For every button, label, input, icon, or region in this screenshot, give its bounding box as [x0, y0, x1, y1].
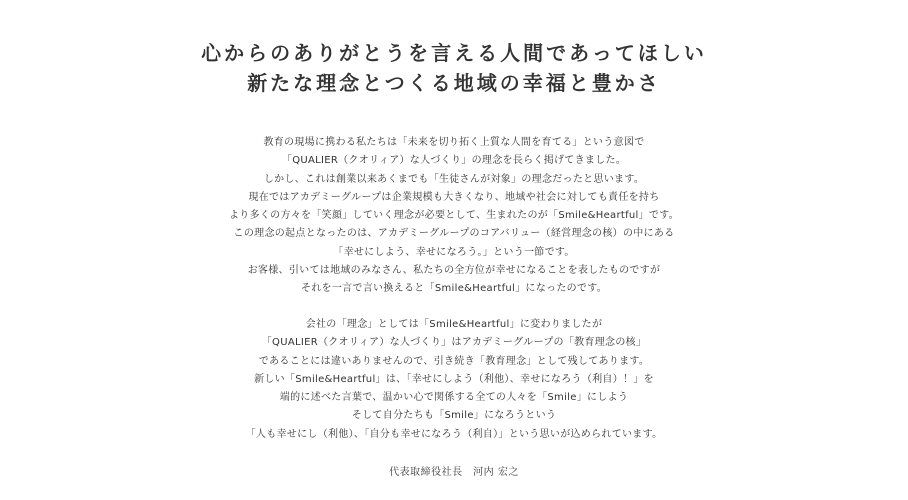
- paragraph-2-line: 「人も幸せにし（利他）、「自分も幸せになろう（利自）」という思いが込められています。: [245, 428, 663, 440]
- headline: [0, 38, 908, 98]
- paragraph-1-line: 現在ではアカデミーグループは企業規模も大きくなり、地域や社会に対しても責任を持ち: [248, 191, 660, 203]
- paragraph-1-line: 教育の現場に携わる私たちは「未来を切り拓く上質な人間を育てる」という意図で: [263, 137, 645, 148]
- paragraph-2-line: 会社の「理念」としては「Smile&Heartful」に変わりましたが: [305, 319, 603, 330]
- paragraph-1-line: 「QUALIER（クオリィア）な人づくり」の理念を長らく掲げてきました。: [281, 155, 627, 167]
- paragraph-1-line: この理念の起点となったのは、アカデミーグループのコアバリュー（経営理念の核）の中にある: [233, 228, 675, 240]
- headline-line-2: 新たな理念とつくる地域の幸福と豊かさ: [247, 71, 661, 95]
- paragraph-1-line: 「幸せにしよう、幸せになろう。」という一節です。: [333, 246, 575, 258]
- paragraph-2-line: であることには違いありませんので、引き続き「教育理念」として残してあります。: [258, 355, 650, 367]
- paragraph-1: [0, 134, 908, 299]
- paragraph-2-line: 「QUALIER（クオリィア）な人づくり」はアカデミーグループの「教育理念の核」: [261, 337, 647, 349]
- paragraph-2-line: 端的に述べた言葉で、温かい心で関係する全ての人々を「Smile」にしよう: [279, 392, 629, 404]
- paragraph-1-line: しかし、これは創業以来あくまでも「生徒さんが対象」の理念だったと思います。: [263, 173, 645, 185]
- signature: 代表取締役社長 河内 宏之: [389, 467, 519, 478]
- paragraph-2: [0, 316, 908, 444]
- paragraph-1-line: お客様、引いては地域のみなさん、私たちの全方位が幸せになることを表したものですが: [247, 265, 661, 277]
- paragraph-1-line: より多くの方々を「笑顔」していく理念が必要として、生まれたのが「Smile&Heartful」です。: [228, 210, 680, 222]
- paragraph-1-line: それを一言で言い換えると「Smile&Heartful」になったのです。: [300, 283, 608, 295]
- paragraph-2-line: 新しい「Smile&Heartful」は、「幸せにしよう（利他）、幸せになろう（利自）！」を: [254, 373, 654, 385]
- headline-line-1: 心からのありがとうを言える人間であってほしい: [201, 41, 707, 65]
- paragraph-2-line: そして自分たちも「Smile」になろうという: [351, 410, 557, 422]
